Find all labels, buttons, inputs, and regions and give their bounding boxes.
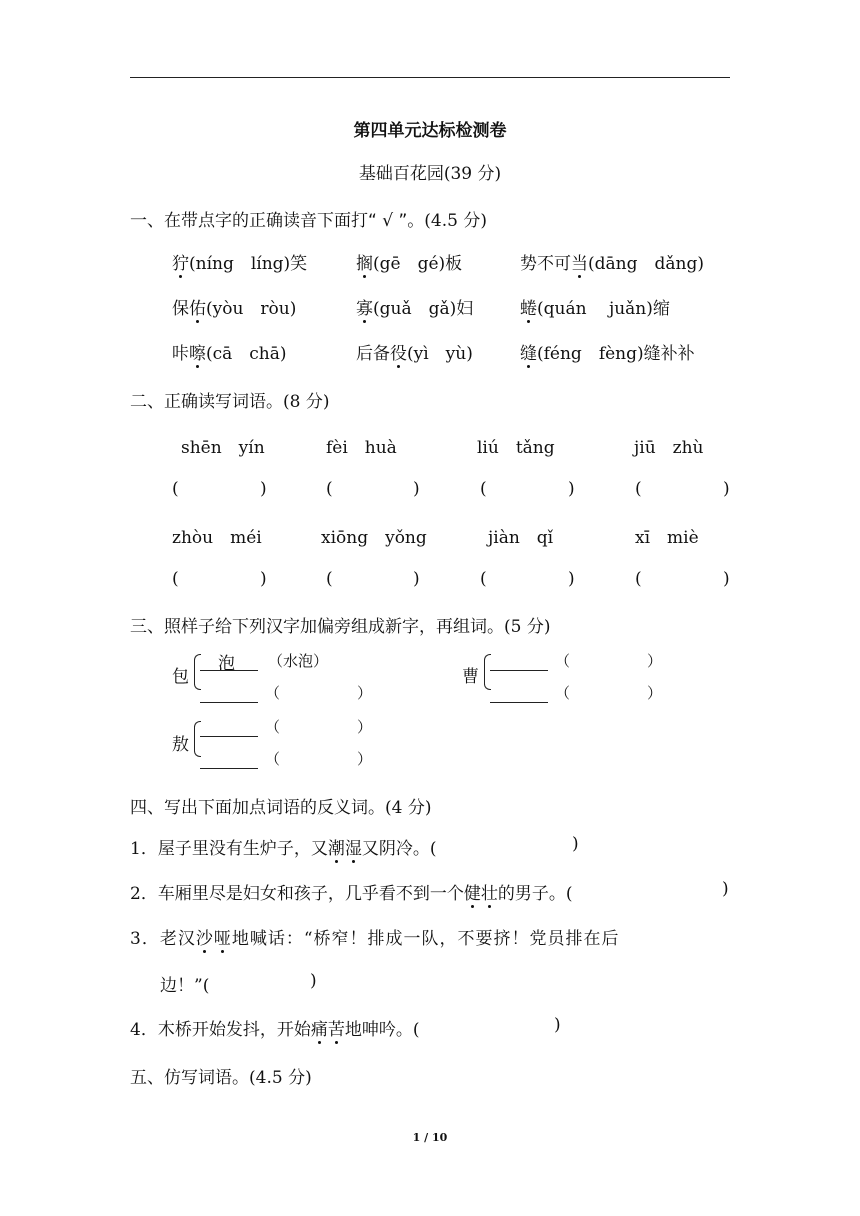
answer-open: ( [326,569,333,589]
answer-close: ) [260,479,267,499]
question-4: 4．木桥开始发抖，开始痛苦地呻吟。( [130,1015,419,1040]
example-word: （水泡） [268,652,329,670]
pinyin-item-8: 后备役(yì yù) [356,339,473,364]
page-number: 1 / 10 [412,1131,448,1144]
answer-line [200,768,258,769]
pinyin-word: xī miè [635,528,699,548]
pinyin-item-4: 保佑(yòu ròu) [172,294,296,319]
section-5-heading: 五、仿写词语。(4.5 分) [130,1068,312,1088]
answer-close: ) [413,569,420,589]
pinyin-word: liú tǎng [477,438,555,458]
answer-close: ) [260,569,267,589]
pinyin-item-7: 咔嚓(cā chā) [172,339,287,364]
word-close: ） [357,750,373,768]
brace [484,654,491,690]
pinyin-word: xiōng yǒng [321,528,427,548]
answer-open: ( [635,479,642,499]
answer-close: ) [568,569,575,589]
pinyin-item-3: 势不可当(dāng dǎng) [520,249,704,274]
section-4-heading: 四、写出下面加点词语的反义词。(4 分) [130,798,432,818]
section-1-heading: 一、在带点字的正确读音下面打“ √ ”。(4.5 分) [130,211,487,231]
example-char: 泡 [218,654,235,674]
pinyin-word: shēn yín [181,438,265,458]
answer-close: ) [723,569,730,589]
pinyin-word: jiàn qǐ [488,528,554,548]
word-open: （ [265,750,281,768]
answer-open: ( [635,569,642,589]
pinyin-word: fèi huà [326,438,397,458]
base-char: 曹 [462,667,479,687]
page-title: 第四单元达标检测卷 [353,121,507,141]
answer-open: ( [172,479,179,499]
word-open: （ [555,684,571,702]
answer-line [490,702,548,703]
question-2: 2．车厢里尽是妇女和孩子，几乎看不到一个健壮的男子。( [130,879,572,904]
answer-open: ( [480,479,487,499]
header-rule [130,77,730,78]
word-close: ） [357,684,373,702]
word-close: ） [647,684,663,702]
brace [194,654,201,690]
answer-line [200,670,258,671]
question-2-close: ) [722,879,729,899]
section-2-heading: 二、正确读写词语。(8 分) [130,392,330,412]
answer-open: ( [326,479,333,499]
base-char: 敖 [172,735,189,755]
answer-close: ) [413,479,420,499]
question-1: 1．屋子里没有生炉子，又潮湿又阴冷。( [130,834,436,859]
pinyin-item-6: 蜷(quán juǎn)缩 [520,294,670,319]
question-3: 3．老汉沙哑地喊话：“桥窄！排成一队，不要挤！党员排在后 [130,924,620,949]
pinyin-item-2: 搁(gē gé)板 [356,249,462,274]
question-3-close: ) [310,971,317,991]
word-open: （ [265,718,281,736]
answer-line [490,670,548,671]
word-close: ） [357,718,373,736]
question-3-line2: 边！”( [160,976,210,996]
answer-open: ( [172,569,179,589]
pinyin-item-9: 缝(féng fèng)缝补补 [520,339,695,364]
answer-open: ( [480,569,487,589]
section-3-heading: 三、照样子给下列汉字加偏旁组成新字，再组词。(5 分) [130,617,551,637]
base-char: 包 [172,667,189,687]
answer-close: ) [723,479,730,499]
word-open: （ [265,684,281,702]
answer-line [200,736,258,737]
question-4-close: ) [554,1015,561,1035]
answer-line [200,702,258,703]
word-close: ） [647,652,663,670]
brace [194,721,201,757]
page-subtitle: 基础百花园(39 分) [358,164,502,184]
pinyin-item-5: 寡(guǎ gǎ)妇 [356,294,473,319]
pinyin-item-1: 狞(níng líng)笑 [172,249,307,274]
pinyin-word: jiū zhù [634,438,704,458]
word-open: （ [555,652,571,670]
question-1-close: ) [572,834,579,854]
pinyin-word: zhòu méi [172,528,262,548]
answer-close: ) [568,479,575,499]
